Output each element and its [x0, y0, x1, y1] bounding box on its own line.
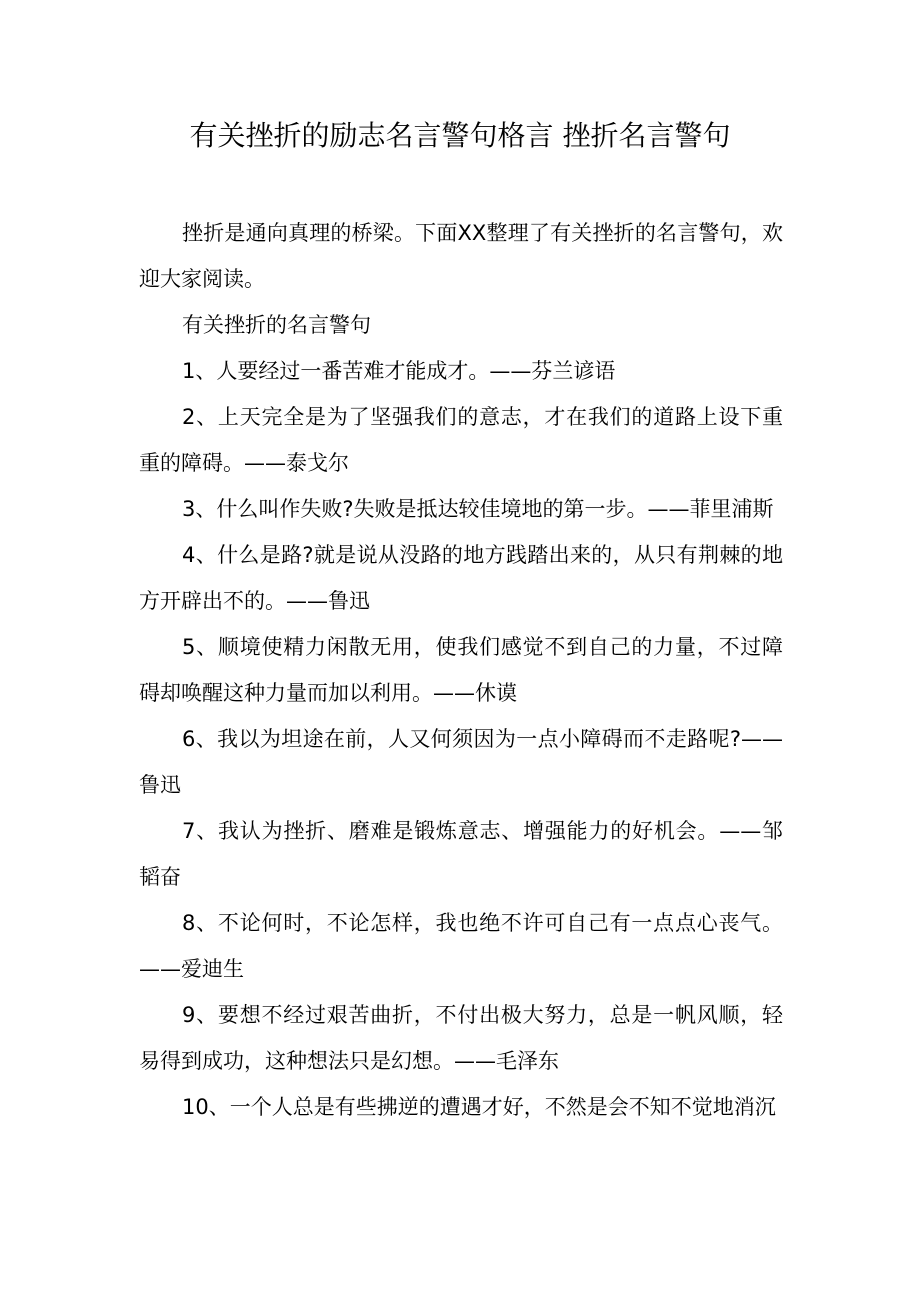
quote-item: 5、顺境使精力闲散无用，使我们感觉不到自己的力量，不过障碍却唤醒这种力量而加以利用。——休谟: [139, 635, 783, 705]
section-heading: 有关挫折的名言警句: [182, 313, 372, 337]
document-title: 有关挫折的励志名言警句格言 挫折名言警句: [189, 119, 731, 152]
quote-item: 1、人要经过一番苦难才能成才。——芬兰谚语: [182, 359, 616, 383]
intro-paragraph: 挫折是通向真理的桥梁。下面XX整理了有关挫折的名言警句，欢迎大家阅读。: [139, 221, 783, 291]
quote-item: 6、我以为坦途在前，人又何须因为一点小障碍而不走路呢?——鲁迅: [139, 727, 783, 797]
quote-item: 10、一个人总是有些拂逆的遭遇才好，不然是会不知不觉地消沉: [182, 1095, 776, 1119]
quote-item: 9、要想不经过艰苦曲折，不付出极大努力，总是一帆风顺，轻易得到成功，这种想法只是幻想。——毛泽东: [139, 1003, 783, 1073]
quote-item: 7、我认为挫折、磨难是锻炼意志、增强能力的好机会。——邹韬奋: [139, 819, 783, 889]
quote-item: 2、上天完全是为了坚强我们的意志，才在我们的道路上设下重重的障碍。——泰戈尔: [139, 405, 783, 475]
document-body: [139, 210, 783, 1130]
quote-item: 8、不论何时，不论怎样，我也绝不许可自己有一点点心丧气。——爱迪生: [139, 911, 783, 981]
quote-item: 3、什么叫作失败?失败是抵达较佳境地的第一步。——菲里浦斯: [182, 497, 774, 521]
quote-item: 4、什么是路?就是说从没路的地方践踏出来的，从只有荆棘的地方开辟出不的。——鲁迅: [139, 543, 783, 613]
